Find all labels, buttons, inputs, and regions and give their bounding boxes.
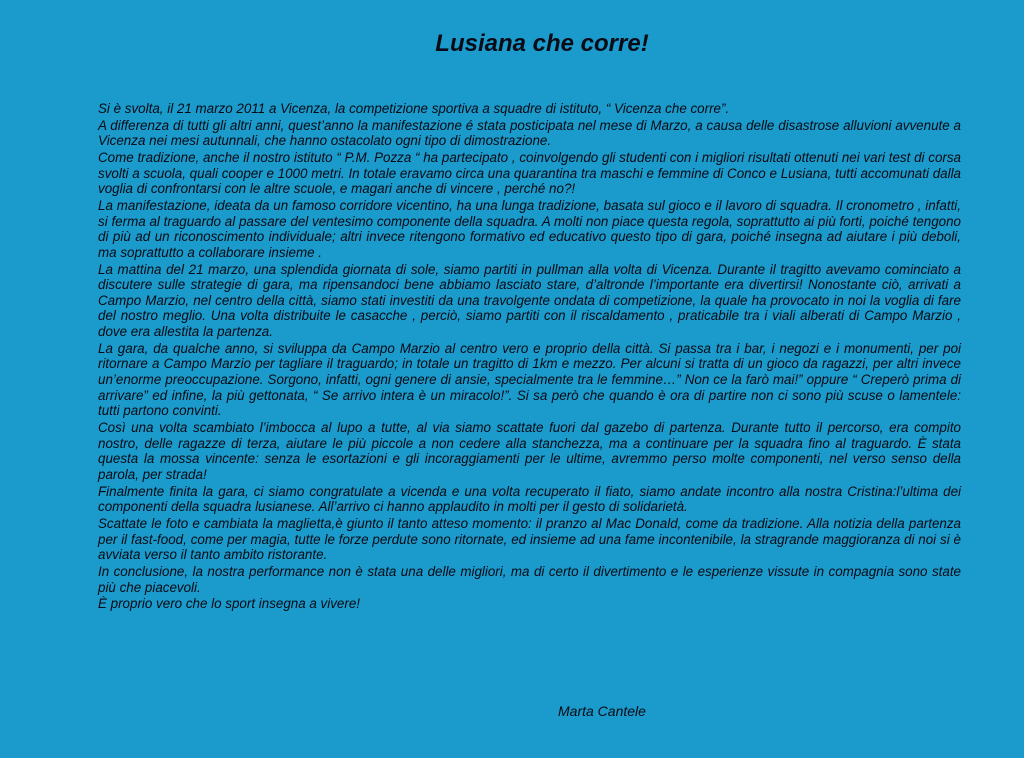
paragraph-4: La manifestazione, ideata da un famoso corridore vicentino, ha una lunga tradizione, basata sul gioco e il lavoro di squadra. Il cronometro , infatti, si ferma al traguardo al passare del ventesimo componente della squadra. A molti non piace questa regola, soprattutto ai più forti, poiché tengono di più ad un riconoscimento individuale; altri invece ritengono formativo ed educativo questo tipo di gara, poiché insegna ad aiutare i più deboli, ma soprattutto a collaborare insieme .: [98, 198, 961, 260]
paragraph-8: Finalmente finita la gara, ci siamo congratulate a vicenda e una volta recuperato il fiato, siamo andate incontro alla nostra Cristina:l’ultima dei componenti della squadra lusianese. All’arrivo ci hanno applaudito in molti per il gesto di solidarietà.: [98, 483, 961, 515]
paragraph-11: È proprio vero che lo sport insegna a vivere!: [98, 596, 361, 612]
paragraph-2: A differenza di tutti gli altri anni, quest’anno la manifestazione é stata posticipata nel mese di Marzo, a causa delle disastrose alluvioni avvenute a Vicenza nei mesi autunnali, che hanno ostacolato ogni tipo di dimostrazione.: [98, 117, 961, 149]
page-title: Lusiana che corre!: [435, 30, 649, 57]
paragraph-6: La gara, da qualche anno, si sviluppa da Campo Marzio al centro vero e proprio della città. Si passa tra i bar, i negozi e i monumenti, per poi ritornare a Campo Marzio per tagliare il traguardo; in totale un tragitto di 1km e mezzo. Per alcuni si tratta di un gioco da ragazzi, per altri invece un’enorme preoccupazione. Sorgono, infatti, ogni genere di ansie, specialmente tra le femmine…” Non ce la farò mai!” oppure “ Creperò prima di arrivare” ed infine, la più gettonata, “ Se arrivo intera è un miracolo!”. Si sa però che quando è ora di partire non ci sono più scuse o lamentele: tutti partono convinti.: [98, 340, 961, 419]
paragraph-7: Così una volta scambiato l’imbocca al lupo a tutte, al via siamo scattate fuori dal gazebo di partenza. Durante tutto il percorso, era compito nostro, delle ragazze di terza, aiutare le più piccole a non cedere alla stanchezza, ma a continuare per la squadra fino al traguardo. È stata questa la mossa vincente: senza le esortazioni e gli incoraggiamenti per le ultime, avremmo perso molte componenti, nel verso senso della parola, per strada!: [98, 420, 961, 482]
author-signature: Marta Cantele: [558, 703, 646, 719]
paragraph-10: In conclusione, la nostra performance non è stata una delle migliori, ma di certo il divertimento e le esperienze vissute in compagnia sono state più che piacevoli.: [98, 563, 961, 595]
paragraph-1: Si è svolta, il 21 marzo 2011 a Vicenza, la competizione sportiva a squadre di istituto, “ Vicenza che corre”.: [98, 101, 730, 116]
paragraph-9: Scattate le foto e cambiata la maglietta,è giunto il tanto atteso momento: il pranzo al Mac Donald, come da tradizione. Alla notizia della partenza per il fast-food, come per magia, tutte le forze perdute sono ritornate, ed insieme ad una fame incontenibile, la stragrande maggioranza di noi si è avviata verso il tanto ambito ristorante.: [98, 515, 961, 563]
paragraph-5: La mattina del 21 marzo, una splendida giornata di sole, siamo partiti in pullman alla volta di Vicenza. Durante il tragitto avevamo cominciato a discutere sulle strategie di gara, ma ripensandoci bene abbiamo lasciato stare, d’altronde l’importante era divertirsi! Nonostante ciò, arrivati a Campo Marzio, nel centro della città, siamo stati investiti da una travolgente ondata di competizione, la quale ha provocato in noi la voglia di fare del nostro meglio. Una volta distribuite le casacche , perciò, siamo partiti con il riscaldamento , praticabile tra i viali alberati di Campo Marzio , dove era allestita la partenza.: [98, 261, 961, 340]
paragraph-3: Come tradizione, anche il nostro istituto “ P.M. Pozza “ ha partecipato , coinvolgendo gli studenti con i migliori risultati ottenuti nei vari test di corsa svolti a scuola, quali cooper e 1000 metri. In totale eravamo circa una quarantina tra maschi e femmine di Conco e Lusiana, tutti accomunati dalla voglia di confrontarsi con le altre scuole, e magari anche di vincere , perché no?!: [98, 150, 961, 197]
article-body: [98, 101, 961, 613]
